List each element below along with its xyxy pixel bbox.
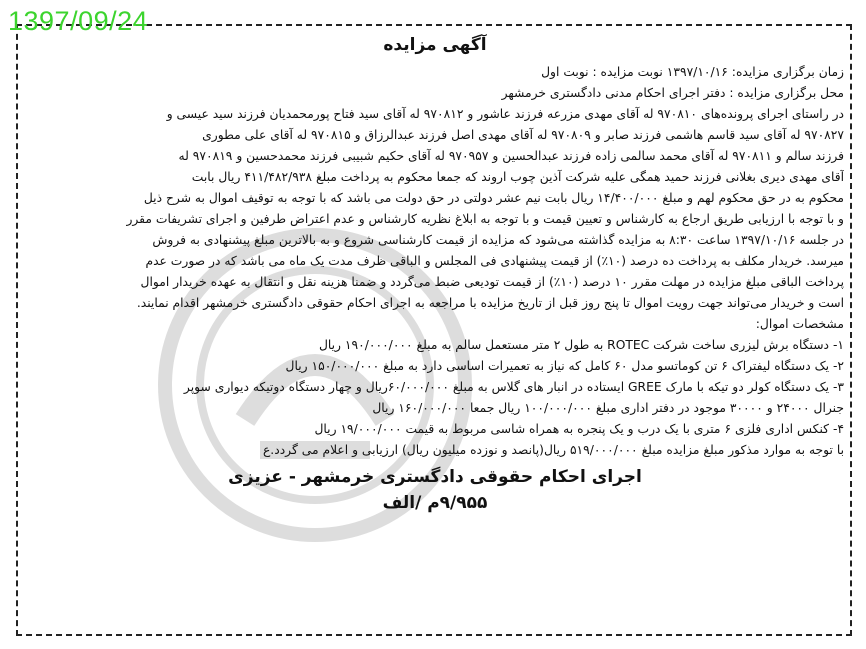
notice-code: ۹/۹۵۵م /الف	[382, 493, 488, 513]
notice-title: آگهی مزایده	[383, 35, 487, 55]
asset-item: ۳- یک دستگاه کولر دو تیکه با مارک GREE ایستاده در انبار های گلاس به مبلغ ۶۰/۰۰۰/۰۰۰ریال و چهار دستگاه دوتیکه دیواری سوپر	[183, 380, 844, 394]
notice-body	[26, 32, 844, 632]
date-stamp: 1397/09/24	[8, 6, 149, 36]
total-valuation: با توجه به موارد مذکور مبلغ مزایده مبلغ ۵۱۹/۰۰۰/۰۰۰ ریال(پانصد و نوزده میلیون ریال) ارزیابی و اعلام می گردد.ع	[262, 443, 844, 457]
asset-item: جنرال ۲۴۰۰۰ و ۳۰۰۰۰ موجود در دفتر اداری مبلغ ۱۰۰/۰۰۰/۰۰۰ ریال جمعا ۱۶۰/۰۰۰/۰۰۰ ریال	[372, 401, 844, 415]
notice-line: محل برگزاری مزایده : دفتر اجرای احکام مدنی دادگستری خرمشهر	[501, 86, 844, 100]
assets-heading: مشخصات اموال:	[755, 317, 844, 331]
notice-line: و با توجه با ارزیابی طریق ارجاع به کارشناس و تعیین قیمت و با توجه به ابلاغ نظریه کارشناس و عدم اعتراض طرفین و اجرای تشریفات مقرر	[126, 212, 844, 226]
notice-line: در راستای اجرای پرونده‌های ۹۷۰۸۱۰ له آقای مهدی مزرعه فرزند عاشور و ۹۷۰۸۱۲ له آقای سید فتاح پورمحمدیان فرزند سید عیسی و	[166, 107, 844, 121]
asset-item: ۱- دستگاه برش لیزری ساخت شرکت ROTEC به طول ۲ متر مستعمل سالم به مبلغ ۱۹۰/۰۰۰/۰۰۰ ریال	[318, 338, 844, 352]
issuer-signature: اجرای احکام حقوقی دادگستری خرمشهر - عزیزی	[228, 467, 642, 487]
notice-line: زمان برگزاری مزایده: ۱۳۹۷/۱۰/۱۶ نوبت مزایده : نوبت اول	[541, 65, 844, 79]
notice-line: است و خریدار می‌تواند جهت رویت اموال تا پنج روز قبل از تاریخ مزایده با مراجعه به اجرای احکام حقوقی دادگستری خرمشهر اقدام نمایند.	[136, 296, 844, 310]
notice-line: فرزند سالم و ۹۷۰۸۱۱ له آقای محمد سالمی زاده فرزند عبدالحسین و ۹۷۰۹۵۷ له آقای حکیم شبیبی فرزند محمدحسین و ۹۷۰۸۱۹ له	[178, 149, 844, 163]
notice-line: در جلسه ۱۳۹۷/۱۰/۱۶ ساعت ۸:۳۰ به مزایده گذاشته می‌شود که مزایده از قیمت کارشناسی شروع و به بالاترین مبلغ پیشنهادی به فروش	[152, 233, 844, 247]
notice-line: پرداخت الباقی مبلغ مزایده در مهلت مقرر ۱۰ درصد (۱۰٪) از قیمت تودیعی ضبط می‌گردد و ضمنا هزینه نقل و انتقال به عهده خریدار اموال	[140, 275, 844, 289]
asset-item: ۲- یک دستگاه لیفتراک ۶ تن کوماتسو مدل ۶۰ کامل که نیاز به تعمیرات اساسی دارد به مبلغ ۱۵۰/۰۰۰/۰۰۰ ریال	[285, 359, 844, 373]
notice-line: ۹۷۰۸۲۷ له آقای سید قاسم هاشمی فرزند صابر و ۹۷۰۸۰۹ له آقای مهدی اصل فرزند عبدالرزاق و ۹۷۰۸۱۵ له آقای علی مطوری	[202, 128, 844, 142]
notice-line: میرسد. خریدار مکلف به پرداخت ده درصد (۱۰٪) از قیمت پیشنهادی فی المجلس و الباقی ظرف مدت یک ماه می باشد که در صورت عدم	[145, 254, 844, 268]
notice-line: محکوم به در حق محکوم لهم و مبلغ ۱۴/۴۰۰/۰۰۰ ریال بابت نیم عشر دولتی در حق دولت می باشد که با توجه به توقیف اموال به شرح ذیل	[143, 191, 844, 205]
asset-item: ۴- کنکس اداری فلزی ۶ متری با یک درب و یک پنجره به همراه شاسی مربوط به قیمت ۱۹/۰۰۰/۰۰۰ ریال	[314, 422, 844, 436]
notice-line: آقای مهدی دیری بغلانی فرزند حمید همگی علیه شرکت آذین چوب اروند که جمعا محکوم به پرداخت مبلغ ۴۱۱/۴۸۲/۹۳۸ ریال بابت	[191, 170, 844, 184]
